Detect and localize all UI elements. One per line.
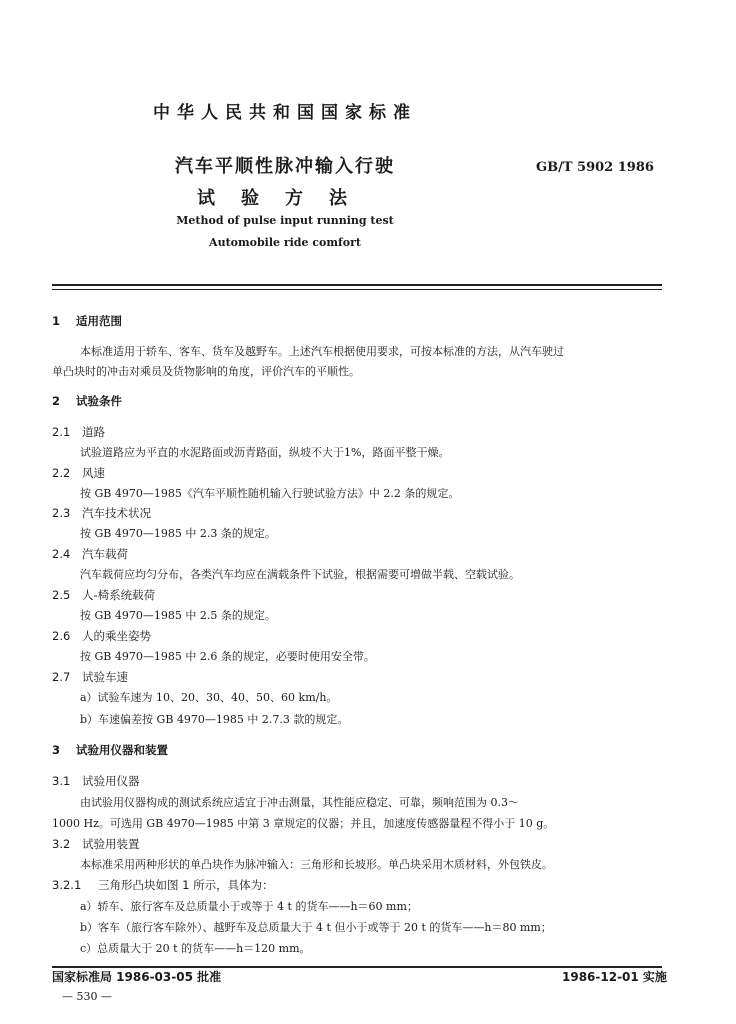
- clause-title: 试验用装置: [82, 837, 140, 851]
- english-title-line-1: Method of pulse input running test: [176, 214, 394, 227]
- section-2-heading: [52, 393, 122, 409]
- section-number: 3: [52, 743, 61, 757]
- clause-number: 3.2.1: [52, 878, 82, 892]
- clause-number: 2.4: [52, 547, 71, 561]
- clause-title: 人-椅系统载荷: [82, 588, 156, 602]
- section-1-paragraph-line-1: 本标准适用于轿车、客车、货车及越野车。上述汽车根据使用要求，可按本标准的方法，从汽车驶过: [80, 345, 564, 358]
- clause-number: 2.2: [52, 466, 71, 480]
- clause-2-2-heading: [52, 465, 105, 481]
- implementation-date: 1986-12-01 实施: [562, 970, 667, 984]
- clause-2-6-text: 按 GB 4970—1985 中 2.6 条的规定，必要时使用安全带。: [80, 650, 375, 663]
- clause-2-5-heading: [52, 587, 155, 603]
- clause-number: 2.6: [52, 629, 71, 643]
- clause-3-1-heading: [52, 773, 140, 789]
- clause-2-1-text: 试验道路应为平直的水泥路面或沥青路面，纵坡不大于1%，路面平整干燥。: [80, 446, 450, 459]
- section-number: 2: [52, 394, 61, 408]
- section-1-heading: [52, 313, 122, 329]
- clause-title: 道路: [82, 425, 105, 439]
- clause-title: 试验用仪器: [82, 774, 140, 788]
- clause-2-3-text: 按 GB 4970—1985 中 2.3 条的规定。: [80, 527, 276, 540]
- national-standard-heading: 中华人民共和国国家标准: [153, 103, 417, 123]
- clause-2-5-text: 按 GB 4970—1985 中 2.5 条的规定。: [80, 609, 276, 622]
- clause-2-7-heading: [52, 669, 128, 685]
- standard-number: GB/T 5902 1986: [536, 160, 654, 175]
- clause-3-1-text-line-1: 由试验用仪器构成的测试系统应适宜于冲击测量，其性能应稳定、可靠，频响范围为 0.3～: [80, 796, 519, 809]
- clause-2-3-heading: [52, 505, 151, 521]
- section-3-heading: [52, 742, 168, 758]
- section-title: 适用范围: [76, 314, 122, 328]
- clause-number: 2.5: [52, 588, 71, 602]
- english-title-line-2: Automobile ride comfort: [209, 236, 361, 249]
- clause-number: 2.1: [52, 425, 71, 439]
- title-line-1: 汽车平顺性脉冲输入行驶: [175, 156, 395, 177]
- clause-title: 汽车技术状况: [82, 506, 151, 520]
- clause-title: 试验车速: [82, 670, 128, 684]
- header-rule-thin: [52, 289, 662, 290]
- clause-3-1-text-line-2: 1000 Hz。可选用 GB 4970—1985 中第 3 章规定的仪器；并且，加速度传感器量程不得小于 10 g。: [52, 817, 555, 830]
- clause-2-4-heading: [52, 546, 128, 562]
- page-number: — 530 —: [62, 990, 112, 1003]
- clause-number: 3.1: [52, 774, 71, 788]
- clause-3-2-1-heading: [52, 877, 274, 893]
- section-number: 1: [52, 314, 61, 328]
- clause-title: 风速: [82, 466, 105, 480]
- clause-number: 3.2: [52, 837, 71, 851]
- section-title: 试验用仪器和装置: [76, 743, 168, 757]
- clause-3-2-1-item-b: b）客车（旅行客车除外）、越野车及总质量大于 4 t 但小于或等于 20 t 的货车——h＝80 mm；: [80, 921, 552, 934]
- clause-2-7-item-b: b）车速偏差按 GB 4970—1985 中 2.7.3 款的规定。: [80, 713, 349, 726]
- clause-2-2-text: 按 GB 4970—1985《汽车平顺性随机输入行驶试验方法》中 2.2 条的规定。: [80, 487, 460, 500]
- clause-2-7-item-a: a）试验车速为 10、20、30、40、50、60 km/h。: [80, 691, 338, 704]
- clause-2-4-text: 汽车载荷应均匀分布，各类汽车均应在满载条件下试验，根据需要可增做半载、空载试验。: [80, 568, 520, 581]
- clause-3-2-heading: [52, 836, 140, 852]
- clause-2-6-heading: [52, 628, 151, 644]
- clause-title: 汽车载荷: [82, 547, 128, 561]
- section-1-paragraph-line-2: 单凸块时的冲击对乘员及货物影响的角度，评价汽车的平顺性。: [52, 365, 360, 378]
- clause-2-1-heading: [52, 424, 105, 440]
- clause-3-2-1-item-a: a）轿车、旅行客车及总质量小于或等于 4 t 的货车——h＝60 mm；: [80, 900, 418, 913]
- clause-title: 人的乘坐姿势: [82, 629, 151, 643]
- clause-3-2-1-item-c: c）总质量大于 20 t 的货车——h＝120 mm。: [80, 942, 311, 955]
- clause-text: 三角形凸块如图 1 所示，具体为：: [98, 878, 274, 892]
- header-rule-thick: [52, 284, 662, 286]
- clause-number: 2.3: [52, 506, 71, 520]
- section-title: 试验条件: [76, 394, 122, 408]
- clause-3-2-text: 本标准采用两种形状的单凸块作为脉冲输入：三角形和长坡形。单凸块采用木质材料，外包铁皮。: [80, 858, 553, 871]
- approval-date: 国家标准局 1986-03-05 批准: [52, 970, 222, 984]
- clause-number: 2.7: [52, 670, 71, 684]
- title-line-2: 试验方法: [197, 188, 373, 209]
